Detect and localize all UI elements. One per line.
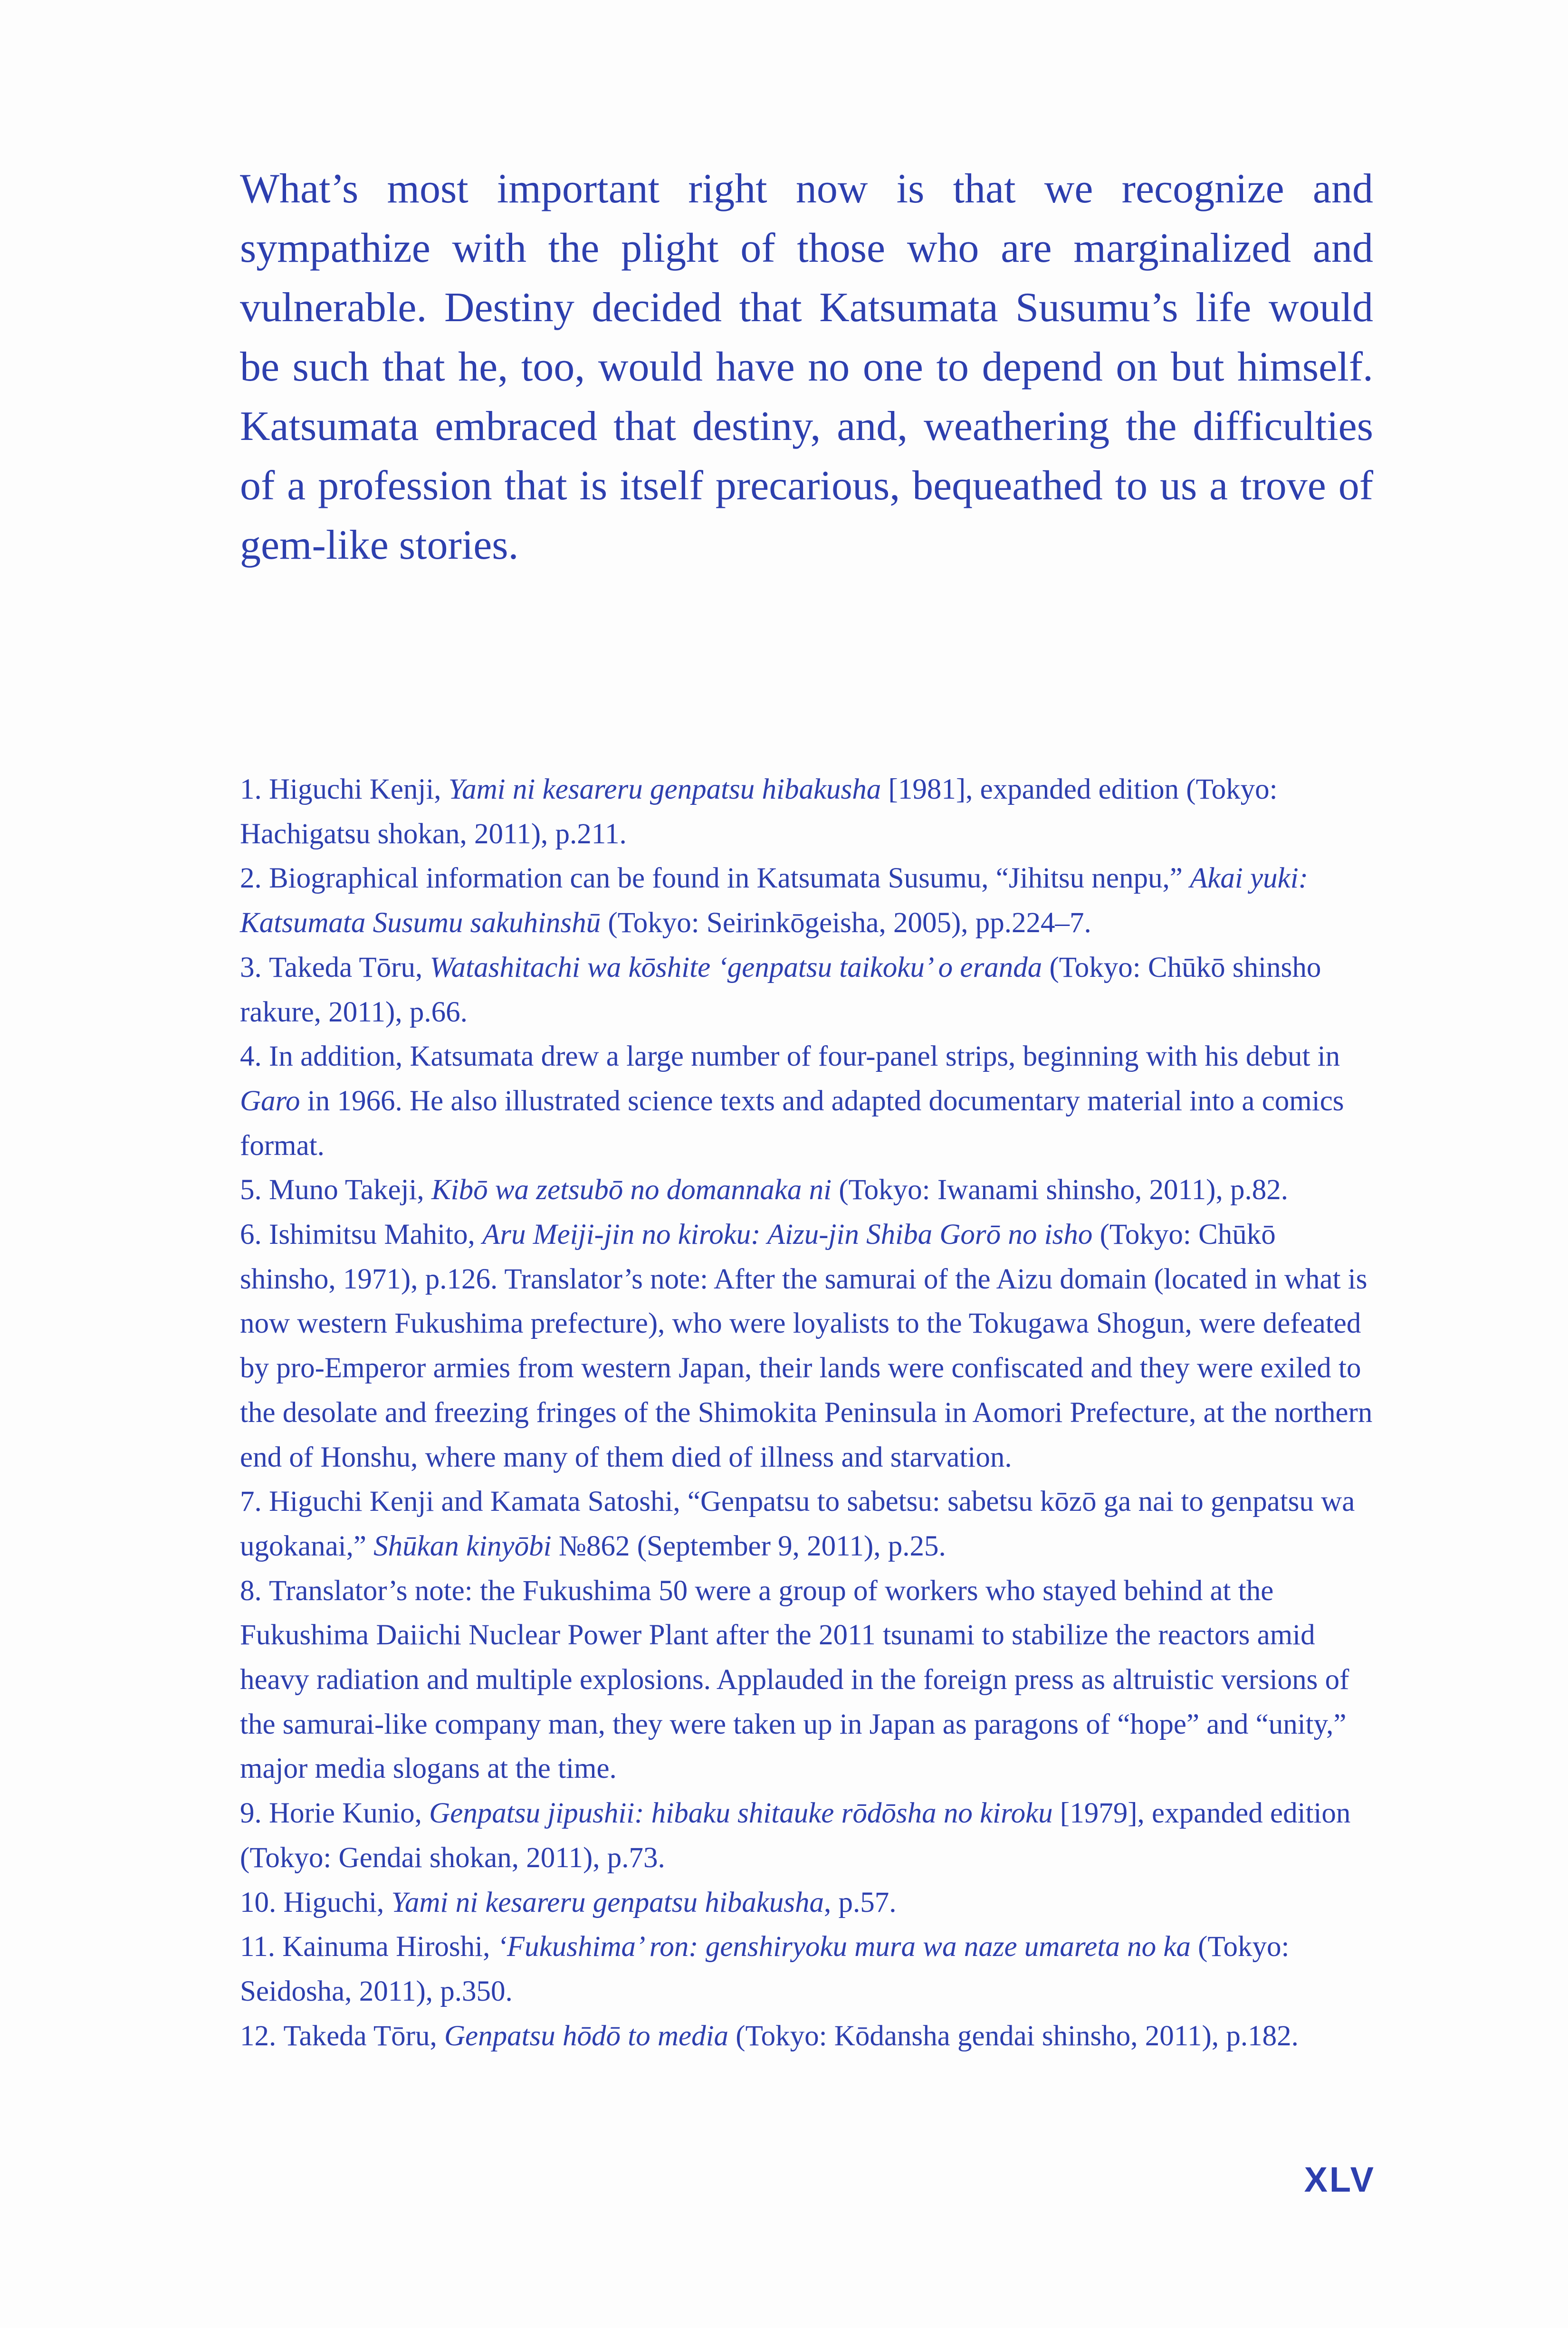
endnote-title: Shūkan kinyōbi <box>373 1530 552 1562</box>
endnote-text: (Tokyo: Chūkō shinsho, 1971), p.126. Translator’s note: After the samurai of the Aizu domain (located in what is now western Fukushima prefecture), who were loyalists to the Tokugawa Shogun, were defeated by pro-Emperor armies from western Japan, their lands were confiscated and they were exiled to the desolate and freezing fringes of the Shimokita Peninsula in Aomori Prefecture, at the northern end of Honshu, where many of them died of illness and starvation. <box>240 1219 1373 1473</box>
endnote <box>240 945 1376 1034</box>
endnote-number: 3. <box>240 951 262 983</box>
endnote-text: Higuchi, <box>283 1886 392 1918</box>
endnote-number: 5. <box>240 1174 262 1206</box>
endnote-title: Genpatsu hōdō to media <box>444 2020 729 2052</box>
endnote-text: (Tokyo: Seidosha, 2011), p.350. <box>240 1931 1290 2007</box>
endnote-text: Ishimitsu Mahito, <box>269 1219 483 1251</box>
endnote <box>240 767 1376 856</box>
endnote-text: [1981], expanded edition (Tokyo: Hachigatsu shokan, 2011), p.211. <box>240 773 1278 850</box>
endnote-number: 11. <box>240 1931 275 1963</box>
endnote-text: (Tokyo: Seirinkōgeisha, 2005), pp.224–7. <box>601 907 1091 939</box>
endnotes-list <box>240 767 1376 2058</box>
endnote-text: [1979], expanded edition (Tokyo: Gendai shokan, 2011), p.73. <box>240 1797 1351 1874</box>
endnote <box>240 1569 1376 1792</box>
endnote <box>240 1034 1376 1168</box>
endnote-text: Takeda Tōru, <box>283 2020 444 2052</box>
endnote-number: 8. <box>240 1574 262 1607</box>
endnote-text: №862 (September 9, 2011), p.25. <box>551 1530 946 1562</box>
endnote-number: 12. <box>240 2020 277 2052</box>
endnote-text: Takeda Tōru, <box>269 951 430 983</box>
endnote <box>240 1168 1376 1212</box>
endnote-number: 4. <box>240 1040 262 1073</box>
endnote-text: (Tokyo: Iwanami shinsho, 2011), p.82. <box>832 1174 1288 1206</box>
body-paragraph: What’s most important right now is that we recognize and sympathize with the plight of those who are marginalized and vulnerable. Destiny decided that Katsumata Susumu’s life would be such that he, too, would have no one to depend on but himself. Katsumata embraced that destiny, and, weathering the difficulties of a profession that is itself precarious, bequeathed to us a trove of gem-like stories. <box>240 166 1373 568</box>
endnote-text: Muno Takeji, <box>269 1174 431 1206</box>
endnote-text: In addition, Katsumata drew a large number of four-panel strips, beginning with his debut in <box>269 1040 1340 1073</box>
endnote <box>240 1925 1376 2013</box>
endnote-title: Yami ni kesareru genpatsu hibakusha <box>448 773 881 805</box>
endnote-text: Kainuma Hiroshi, <box>282 1931 497 1963</box>
endnote-text: Translator’s note: the Fukushima 50 were a group of workers who stayed behind at the Fukushima Daiichi Nuclear Power Plant after the 2011 tsunami to stabilize the reactors amid heavy radiation and multiple explosions. Applauded in the foreign press as altruistic versions of the samurai-like company man, they were taken up in Japan as paragons of “hope” and “unity,” major media slogans at the time. <box>240 1574 1349 1785</box>
endnote-title: Garo <box>240 1085 300 1117</box>
endnote <box>240 2014 1376 2059</box>
endnote-number: 9. <box>240 1797 262 1830</box>
endnote-title: Genpatsu jipushii: hibaku shitauke rōdōsha no kiroku <box>429 1797 1053 1830</box>
endnote-text: (Tokyo: Chūkō shinsho rakure, 2011), p.66. <box>240 951 1321 1028</box>
endnote-text: Biographical information can be found in Katsumata Susumu, “Jihitsu nenpu,” <box>269 862 1190 895</box>
endnote-number: 10. <box>240 1886 277 1918</box>
endnote-number: 2. <box>240 862 262 895</box>
endnote-title: Akai yuki: Katsumata Susumu sakuhinshū <box>240 862 1309 939</box>
endnote <box>240 1791 1376 1880</box>
endnote <box>240 1880 1376 1925</box>
endnote-title: ‘Fukushima’ ron: genshiryoku mura wa naze umareta no ka <box>497 1931 1191 1963</box>
endnote-title: Aru Meiji-jin no kiroku: Aizu-jin Shiba Gorō no isho <box>482 1219 1093 1251</box>
endnote <box>240 856 1376 945</box>
endnote-text: Higuchi Kenji and Kamata Satoshi, “Genpatsu to sabetsu: sabetsu kōzō ga nai to genpatsu wa ugokanai,” <box>240 1486 1355 1562</box>
endnote-text: (Tokyo: Kōdansha gendai shinsho, 2011), p.182. <box>728 2020 1299 2052</box>
endnote-text: Horie Kunio, <box>269 1797 430 1830</box>
endnote-title: Watashitachi wa kōshite ‘genpatsu taikoku’ o eranda <box>430 951 1042 983</box>
endnote-title: Yami ni kesareru genpatsu hibakusha <box>391 1886 824 1918</box>
endnote-number: 6. <box>240 1219 262 1251</box>
endnote-number: 1. <box>240 773 262 805</box>
page-number: XLV <box>1304 2160 1376 2199</box>
endnote-text: , p.57. <box>824 1886 897 1918</box>
endnote <box>240 1479 1376 1568</box>
endnote-title: Kibō wa zetsubō no domannaka ni <box>431 1174 832 1206</box>
endnote-text: in 1966. He also illustrated science texts and adapted documentary material into a comics format. <box>240 1085 1344 1162</box>
endnote <box>240 1212 1376 1479</box>
endnote-number: 7. <box>240 1486 262 1518</box>
endnote-text: Higuchi Kenji, <box>269 773 449 805</box>
